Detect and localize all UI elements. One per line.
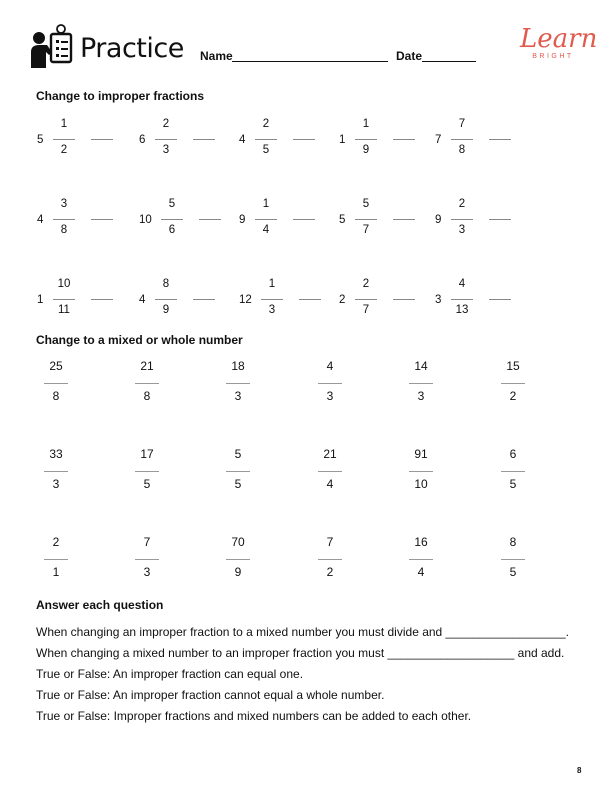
whole-number: 4: [239, 134, 246, 146]
fraction-bar: [155, 299, 177, 300]
whole-number: 5: [37, 134, 44, 146]
fraction-bar: [135, 383, 159, 384]
improper-fraction-problem: [493, 359, 533, 409]
page-number: 8: [577, 766, 582, 775]
denominator: 3: [268, 304, 276, 316]
question-2: When changing a mixed number to an improper fraction you must ___________________ and add.: [36, 646, 565, 660]
fraction-bar: [451, 139, 473, 140]
denominator: 3: [52, 477, 60, 491]
numerator: 1: [60, 118, 68, 130]
whole-number: 9: [435, 214, 442, 226]
numerator: 14: [414, 359, 428, 373]
whole-number: 4: [139, 294, 146, 306]
date-label: Date: [396, 49, 423, 63]
denominator: 3: [417, 389, 425, 403]
fraction-bar: [318, 383, 342, 384]
fraction-bar: [53, 299, 75, 300]
fraction-bar: [226, 383, 250, 384]
denominator: 9: [362, 144, 370, 156]
page-title: Practice: [80, 33, 184, 64]
denominator: 13: [455, 304, 469, 316]
answer-blank[interactable]: [193, 139, 215, 140]
numerator: 4: [458, 278, 466, 290]
answer-blank[interactable]: [393, 139, 415, 140]
denominator: 2: [509, 389, 517, 403]
improper-fraction-problem: [218, 447, 258, 497]
learn-bright-logo: [520, 24, 598, 61]
improper-fraction-problem: [310, 359, 350, 409]
denominator: 3: [162, 144, 170, 156]
improper-fraction-problem: [218, 535, 258, 585]
denominator: 9: [162, 304, 170, 316]
numerator: 1: [268, 278, 276, 290]
improper-fraction-problem: [218, 359, 258, 409]
improper-fraction-problem: [401, 447, 441, 497]
whole-number: 4: [37, 214, 44, 226]
improper-fraction-problem: [401, 359, 441, 409]
improper-fraction-problem: [36, 359, 76, 409]
numerator: 17: [140, 447, 154, 461]
fraction-bar: [44, 559, 68, 560]
numerator: 5: [362, 198, 370, 210]
improper-fraction-problem: [493, 535, 533, 585]
answer-blank[interactable]: [489, 219, 511, 220]
denominator: 8: [52, 389, 60, 403]
denominator: 2: [326, 565, 334, 579]
fraction-bar: [355, 299, 377, 300]
numerator: 2: [162, 118, 170, 130]
fraction-bar: [44, 383, 68, 384]
whole-number: 7: [435, 134, 442, 146]
denominator: 5: [262, 144, 270, 156]
whole-number: 6: [139, 134, 146, 146]
improper-section-title: Change to improper fractions: [36, 89, 205, 103]
denominator: 7: [362, 304, 370, 316]
name-label: Name: [200, 49, 233, 63]
fraction-bar: [53, 219, 75, 220]
improper-fraction-problem: [401, 535, 441, 585]
answer-blank[interactable]: [393, 299, 415, 300]
mixed-number-problem: [435, 278, 565, 328]
fraction-bar: [318, 471, 342, 472]
denominator: 4: [326, 477, 334, 491]
numerator: 2: [52, 535, 60, 549]
fraction-bar: [501, 471, 525, 472]
whole-number: 2: [339, 294, 346, 306]
numerator: 1: [262, 198, 270, 210]
whole-number: 1: [339, 134, 346, 146]
fraction-bar: [409, 471, 433, 472]
fraction-bar: [53, 139, 75, 140]
fraction-bar: [409, 559, 433, 560]
question-5: True or False: Improper fractions and mixed numbers can be added to each other.: [36, 709, 472, 723]
answer-blank[interactable]: [199, 219, 221, 220]
numerator: 16: [414, 535, 428, 549]
improper-fraction-problem: [127, 535, 167, 585]
numerator: 8: [509, 535, 517, 549]
denominator: 8: [143, 389, 151, 403]
answer-blank[interactable]: [293, 219, 315, 220]
improper-fraction-problem: [36, 447, 76, 497]
denominator: 6: [168, 224, 176, 236]
denominator: 1: [52, 565, 60, 579]
numerator: 18: [231, 359, 245, 373]
answer-blank[interactable]: [91, 139, 113, 140]
fraction-bar: [501, 559, 525, 560]
logo-subtext: BRIGHT: [532, 53, 574, 60]
whole-number: 9: [239, 214, 246, 226]
numerator: 70: [231, 535, 245, 549]
fraction-bar: [355, 139, 377, 140]
answer-blank[interactable]: [293, 139, 315, 140]
denominator: 10: [414, 477, 428, 491]
denominator: 3: [458, 224, 466, 236]
numerator: 2: [362, 278, 370, 290]
improper-fraction-problem: [493, 447, 533, 497]
numerator: 25: [49, 359, 63, 373]
whole-number: 12: [239, 294, 252, 306]
fraction-bar: [355, 219, 377, 220]
numerator: 5: [234, 447, 242, 461]
denominator: 9: [234, 565, 242, 579]
numerator: 3: [60, 198, 68, 210]
denominator: 4: [262, 224, 270, 236]
denominator: 2: [60, 144, 68, 156]
answer-blank[interactable]: [299, 299, 321, 300]
numerator: 7: [326, 535, 334, 549]
denominator: 3: [326, 389, 334, 403]
question-1: When changing an improper fraction to a mixed number you must divide and __________________.: [36, 625, 570, 639]
fraction-bar: [451, 299, 473, 300]
numerator: 7: [458, 118, 466, 130]
numerator: 91: [414, 447, 428, 461]
logo-text: Learn: [520, 24, 598, 54]
fraction-bar: [255, 219, 277, 220]
fraction-bar: [451, 219, 473, 220]
numerator: 33: [49, 447, 63, 461]
answer-blank[interactable]: [91, 299, 113, 300]
whole-number: 3: [435, 294, 442, 306]
denominator: 4: [417, 565, 425, 579]
teacher-presenting-icon: [30, 24, 74, 70]
fraction-bar: [255, 139, 277, 140]
denominator: 5: [509, 477, 517, 491]
numerator: 2: [458, 198, 466, 210]
numerator: 21: [323, 447, 337, 461]
denominator: 5: [143, 477, 151, 491]
fraction-bar: [409, 383, 433, 384]
fraction-bar: [226, 471, 250, 472]
denominator: 3: [143, 565, 151, 579]
numerator: 21: [140, 359, 154, 373]
numerator: 5: [168, 198, 176, 210]
mixed-section-title: Change to a mixed or whole number: [36, 333, 243, 347]
improper-fraction-problem: [36, 535, 76, 585]
fraction-bar: [261, 299, 283, 300]
answer-blank[interactable]: [489, 139, 511, 140]
numerator: 1: [362, 118, 370, 130]
fraction-bar: [226, 559, 250, 560]
fraction-bar: [135, 471, 159, 472]
denominator: 7: [362, 224, 370, 236]
date-field[interactable]: [422, 61, 476, 62]
questions-section-title: Answer each question: [36, 598, 164, 612]
denominator: 3: [234, 389, 242, 403]
mixed-number-problem: [435, 118, 565, 168]
numerator: 10: [57, 278, 71, 290]
improper-fraction-problem: [310, 447, 350, 497]
answer-blank[interactable]: [91, 219, 113, 220]
numerator: 2: [262, 118, 270, 130]
name-field[interactable]: [232, 61, 388, 62]
numerator: 15: [506, 359, 520, 373]
improper-fraction-problem: [310, 535, 350, 585]
fraction-bar: [318, 559, 342, 560]
fraction-bar: [501, 383, 525, 384]
answer-blank[interactable]: [393, 219, 415, 220]
fraction-bar: [135, 559, 159, 560]
denominator: 8: [60, 224, 68, 236]
fraction-bar: [155, 139, 177, 140]
improper-fraction-problem: [127, 359, 167, 409]
numerator: 8: [162, 278, 170, 290]
fraction-bar: [161, 219, 183, 220]
answer-blank[interactable]: [193, 299, 215, 300]
improper-fraction-problem: [127, 447, 167, 497]
question-3: True or False: An improper fraction can equal one.: [36, 667, 304, 681]
numerator: 4: [326, 359, 334, 373]
numerator: 6: [509, 447, 517, 461]
denominator: 5: [234, 477, 242, 491]
question-4: True or False: An improper fraction cannot equal a whole number.: [36, 688, 385, 702]
numerator: 7: [143, 535, 151, 549]
denominator: 11: [58, 304, 70, 316]
denominator: 5: [509, 565, 517, 579]
fraction-bar: [44, 471, 68, 472]
answer-blank[interactable]: [489, 299, 511, 300]
mixed-number-problem: [435, 198, 565, 248]
whole-number: 10: [139, 214, 152, 226]
whole-number: 1: [37, 294, 44, 306]
whole-number: 5: [339, 214, 346, 226]
denominator: 8: [458, 144, 466, 156]
